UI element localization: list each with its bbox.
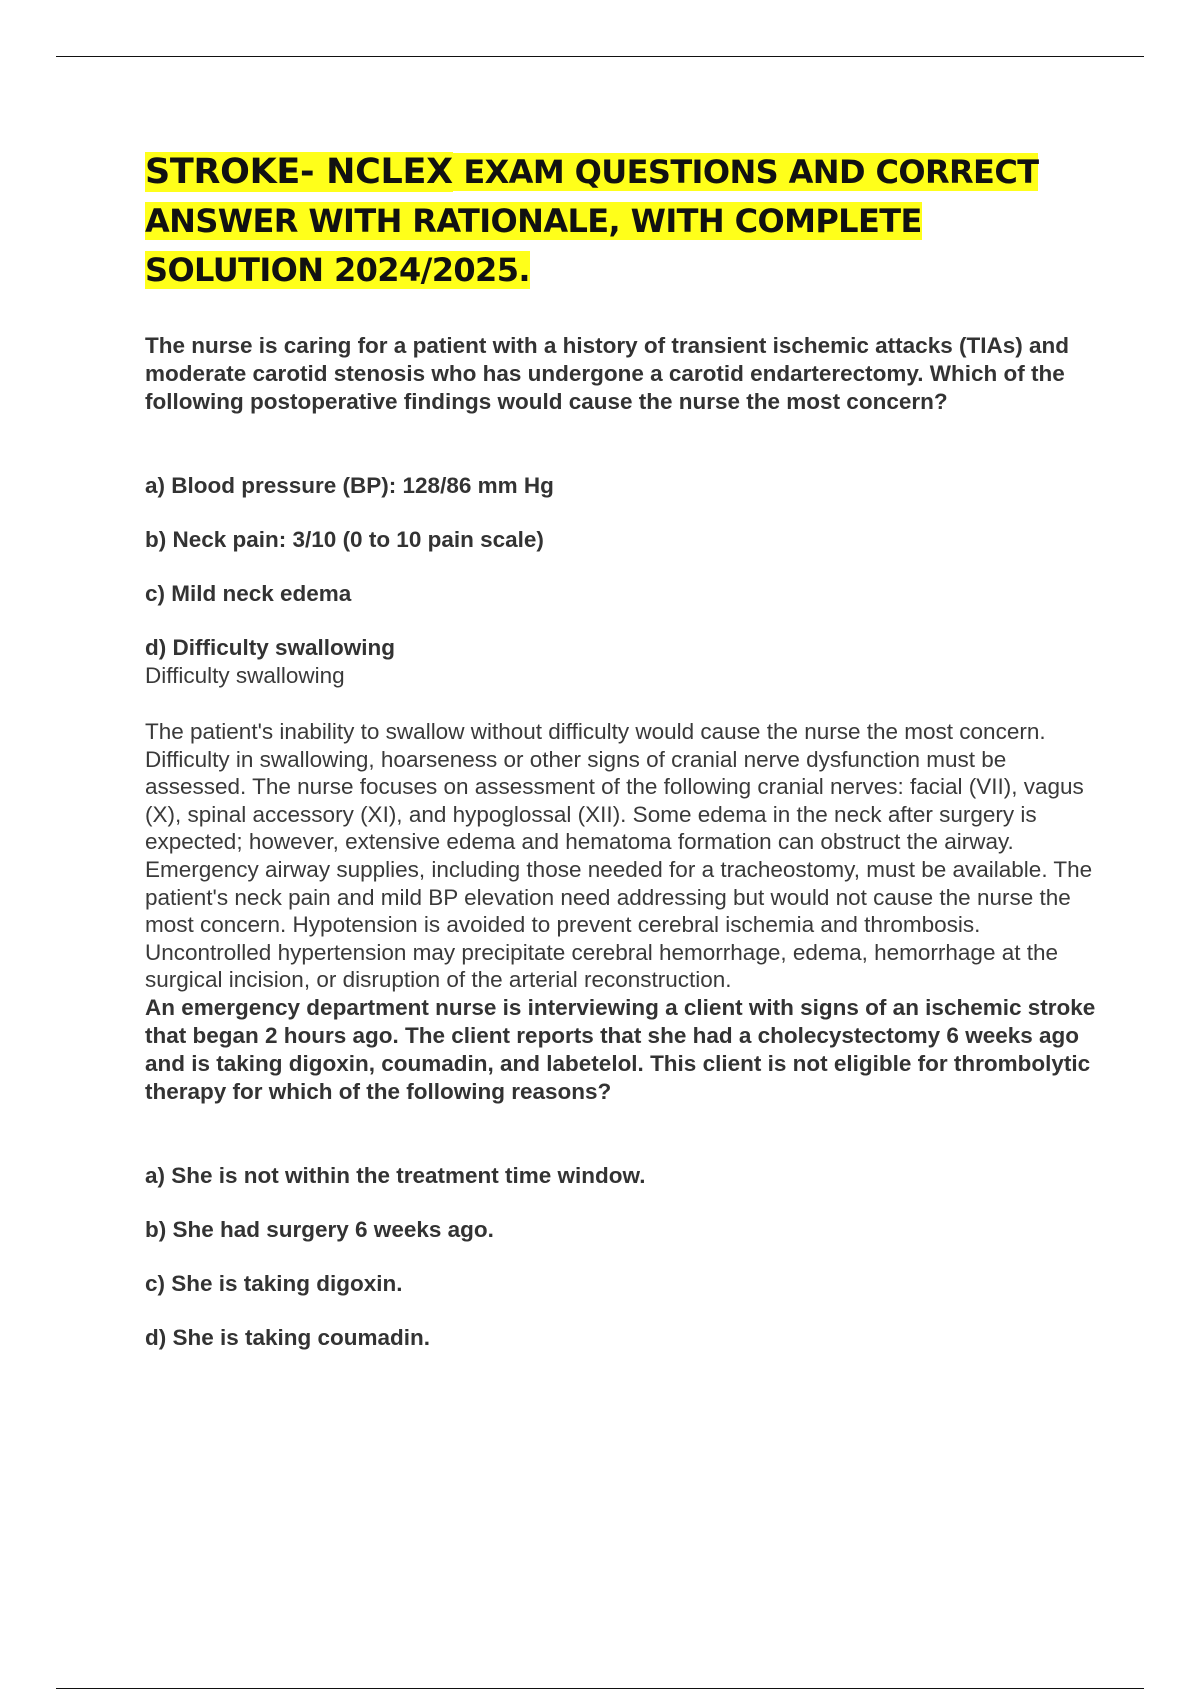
question-2-prompt: An emergency department nurse is interviewing a client with signs of an ischemic stroke that began 2 hours ago. The client reports that she had a cholecystectomy 6 weeks ago and is taking digoxin, coumadin, and labetelol. This client is not eligible for thrombolytic therapy for which of the following reasons?	[145, 994, 1096, 1104]
question-1-option-d: d) Difficulty swallowing	[145, 635, 396, 660]
question-2-option-d: d) She is taking coumadin.	[145, 1324, 431, 1350]
header-rule	[56, 56, 1144, 57]
document-body	[145, 148, 1105, 1352]
question-block-2	[145, 994, 1105, 1352]
question-block-1	[145, 332, 1105, 994]
title-highlight-lead: STROKE- NCLEX	[145, 152, 453, 192]
question-2-option-c: c) She is taking digoxin.	[145, 1270, 403, 1296]
footer-rule	[56, 1688, 1144, 1689]
question-1-option-a: a) Blood pressure (BP): 128/86 mm Hg	[145, 473, 554, 498]
question-2-option-b: b) She had surgery 6 weeks ago.	[145, 1216, 494, 1242]
question-1-option-b: b) Neck pain: 3/10 (0 to 10 pain scale)	[145, 527, 544, 552]
question-2-option-a: a) She is not within the treatment time window.	[145, 1162, 646, 1188]
question-2-options	[145, 1162, 1105, 1352]
question-1-answer: Difficulty swallowing	[145, 663, 345, 688]
title-highlight-rest: EXAM QUESTIONS AND CORRECT ANSWER WITH RATIONALE, WITH COMPLETE SOLUTION 2024/2025.	[145, 153, 1039, 289]
question-1-option-c: c) Mild neck edema	[145, 581, 352, 606]
question-1-prompt: The nurse is caring for a patient with a history of transient ischemic attacks (TIAs) and moderate carotid stenosis who has undergone a carotid endarterectomy. Which of the following postoperative findings would cause the nurse the most concern?	[145, 333, 1069, 414]
document-title	[145, 148, 1105, 295]
question-1-options	[145, 472, 1105, 662]
question-1-rationale: The patient's inability to swallow without difficulty would cause the nurse the most concern. Difficulty in swallowing, hoarseness or other signs of cranial nerve dysfunction must be assessed. The nurse focuses on assessment of the following cranial nerves: facial (VII), vagus (X), spinal accessory (XI), and hypoglossal (XII). Some edema in the neck after surgery is expected; however, extensive edema and hematoma formation can obstruct the airway. Emergency airway supplies, including those needed for a tracheostomy, must be available. The patient's neck pain and mild BP elevation need addressing but would not cause the nurse the most concern. Hypotension is avoided to prevent cerebral ischemia and thrombosis. Uncontrolled hypertension may precipitate cerebral hemorrhage, edema, hemorrhage at the surgical incision, or disruption of the arterial reconstruction.	[145, 719, 1093, 993]
